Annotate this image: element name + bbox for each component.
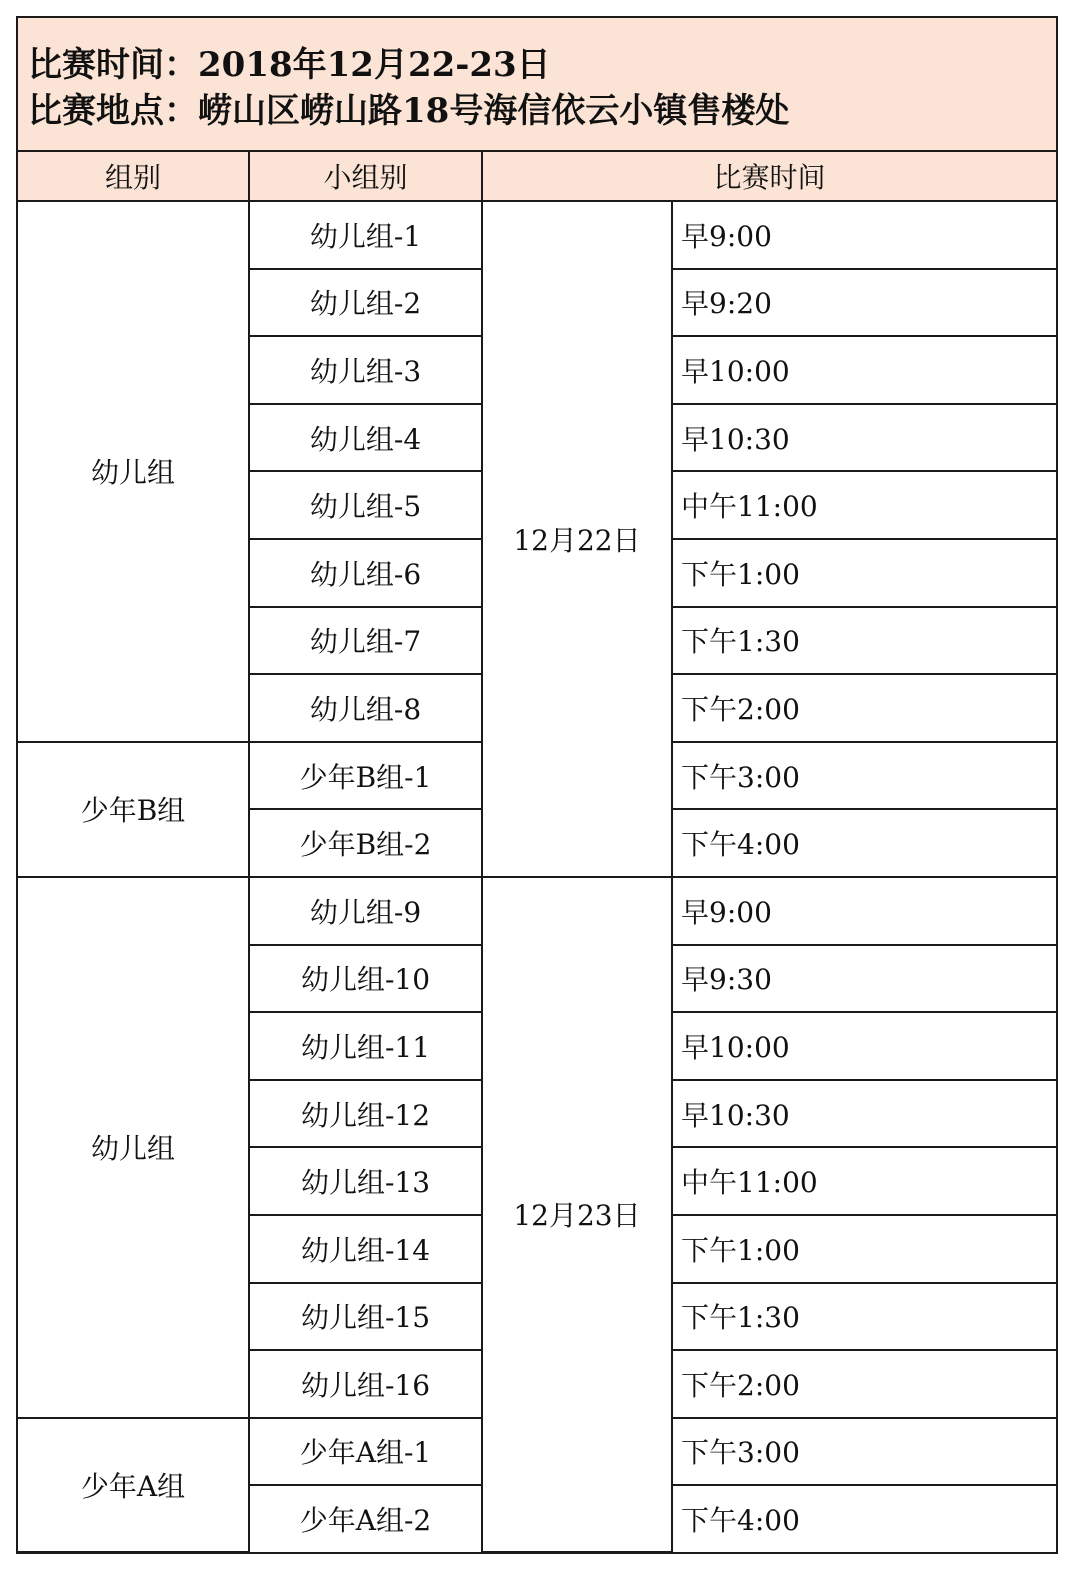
subgroup-cell: 幼儿组-2 — [249, 269, 482, 337]
info-banner — [18, 18, 1056, 152]
time-cell: 早10:00 — [672, 336, 1056, 404]
time-cell: 下午1:30 — [672, 1283, 1056, 1351]
subgroup-cell: 幼儿组-14 — [249, 1215, 482, 1283]
subgroup-cell: 幼儿组-7 — [249, 607, 482, 675]
subgroup-cell: 少年B组-1 — [249, 742, 482, 810]
subgroup-cell: 幼儿组-5 — [249, 471, 482, 539]
subgroup-cell: 幼儿组-16 — [249, 1350, 482, 1418]
time-cell: 下午1:00 — [672, 1215, 1056, 1283]
time-cell: 早9:00 — [672, 877, 1056, 945]
table-header-row — [18, 152, 1056, 201]
group-cell: 少年A组 — [18, 1418, 249, 1552]
date-cell: 12月22日 — [482, 201, 672, 877]
subgroup-cell: 幼儿组-9 — [249, 877, 482, 945]
time-cell: 中午11:00 — [672, 1147, 1056, 1215]
subgroup-cell: 幼儿组-13 — [249, 1147, 482, 1215]
subgroup-cell: 幼儿组-6 — [249, 539, 482, 607]
time-cell: 下午4:00 — [672, 1485, 1056, 1552]
group-cell: 幼儿组 — [18, 877, 249, 1418]
time-cell: 早10:30 — [672, 404, 1056, 472]
match-location-line: 比赛地点：崂山区崂山路18号海信依云小镇售楼处 — [28, 91, 790, 131]
table-row — [18, 877, 1056, 945]
subgroup-cell: 幼儿组-11 — [249, 1012, 482, 1080]
subgroup-cell: 幼儿组-1 — [249, 201, 482, 269]
time-cell: 早10:30 — [672, 1080, 1056, 1148]
time-cell: 早9:00 — [672, 201, 1056, 269]
match-time-line: 比赛时间：2018年12月22-23日 — [28, 45, 551, 85]
column-header-time: 比赛时间 — [482, 152, 1056, 201]
subgroup-cell: 少年B组-2 — [249, 809, 482, 877]
date-cell: 12月23日 — [482, 877, 672, 1552]
group-cell: 幼儿组 — [18, 201, 249, 742]
subgroup-cell: 幼儿组-15 — [249, 1283, 482, 1351]
time-cell: 中午11:00 — [672, 471, 1056, 539]
time-cell: 早10:00 — [672, 1012, 1056, 1080]
time-cell: 早9:20 — [672, 269, 1056, 337]
subgroup-cell: 少年A组-1 — [249, 1418, 482, 1486]
column-header-group: 组别 — [18, 152, 249, 201]
group-cell: 少年B组 — [18, 742, 249, 877]
subgroup-cell: 幼儿组-12 — [249, 1080, 482, 1148]
time-cell: 下午1:00 — [672, 539, 1056, 607]
table-row — [18, 201, 1056, 269]
schedule-body — [18, 201, 1056, 1552]
time-cell: 下午4:00 — [672, 809, 1056, 877]
schedule-sheet — [16, 16, 1058, 1554]
time-cell: 下午1:30 — [672, 607, 1056, 675]
subgroup-cell: 幼儿组-8 — [249, 674, 482, 742]
subgroup-cell: 少年A组-2 — [249, 1485, 482, 1552]
time-cell: 下午3:00 — [672, 1418, 1056, 1486]
subgroup-cell: 幼儿组-4 — [249, 404, 482, 472]
time-cell: 下午2:00 — [672, 674, 1056, 742]
subgroup-cell: 幼儿组-10 — [249, 945, 482, 1013]
schedule-table — [18, 152, 1056, 1553]
subgroup-cell: 幼儿组-3 — [249, 336, 482, 404]
time-cell: 下午3:00 — [672, 742, 1056, 810]
time-cell: 下午2:00 — [672, 1350, 1056, 1418]
time-cell: 早9:30 — [672, 945, 1056, 1013]
column-header-subgroup: 小组别 — [249, 152, 482, 201]
